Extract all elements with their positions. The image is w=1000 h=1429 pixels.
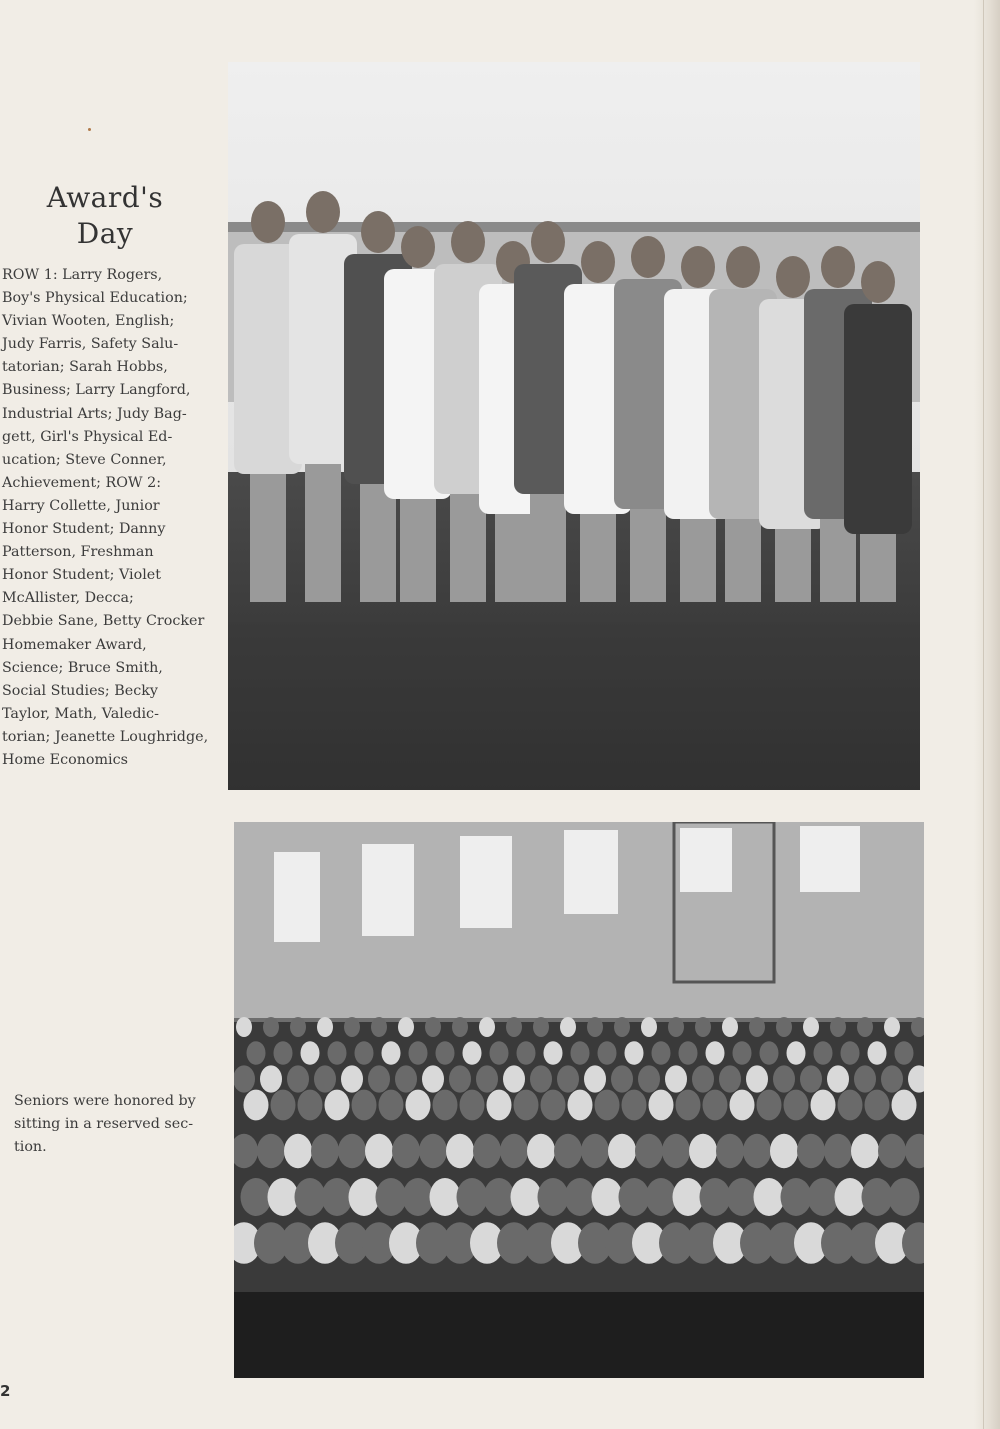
crowd-figure xyxy=(234,1065,255,1092)
crowd-figure xyxy=(781,1178,812,1216)
crowd-figure xyxy=(301,1041,320,1065)
crowd-figure xyxy=(878,1134,906,1168)
caption-line: Achievement; ROW 2: xyxy=(2,474,162,491)
crowd-figure xyxy=(541,1090,566,1121)
crowd-figure xyxy=(611,1065,633,1092)
crowd-figure xyxy=(247,1041,266,1065)
crowd-figure xyxy=(271,1090,296,1121)
title-line-1: Award's xyxy=(46,181,164,214)
crowd-figure xyxy=(295,1178,326,1216)
crowd-figure xyxy=(371,1017,387,1037)
crowd-figure xyxy=(784,1090,809,1121)
crowd-figure xyxy=(241,1178,272,1216)
crowd-figure xyxy=(679,1041,698,1065)
caption-line: sitting in a reserved sec- xyxy=(14,1116,194,1132)
crowd-figure xyxy=(625,1041,644,1065)
crowd-figure xyxy=(827,1065,849,1092)
crowd-figure xyxy=(298,1090,323,1121)
crowd-figure xyxy=(716,1134,744,1168)
crowd-figure xyxy=(754,1178,785,1216)
caption-line: Seniors were honored by xyxy=(14,1093,196,1109)
caption-line: Science; Bruce Smith, xyxy=(2,659,163,676)
crowd-figure xyxy=(865,1090,890,1121)
crowd-figure xyxy=(587,1017,603,1037)
caption-line: Home Economics xyxy=(2,751,128,768)
crowd-figure xyxy=(676,1090,701,1121)
award-winners-photo xyxy=(228,62,920,790)
caption-line: Honor Student; Violet xyxy=(2,567,161,584)
crowd-figure xyxy=(803,1017,819,1037)
crowd-figure xyxy=(368,1065,390,1092)
crowd-figure xyxy=(514,1090,539,1121)
crowd-figure xyxy=(268,1178,299,1216)
crowd-figure xyxy=(665,1065,687,1092)
crowd-figure xyxy=(862,1178,893,1216)
crowd-figure xyxy=(814,1041,833,1065)
crowd-figure xyxy=(733,1041,752,1065)
crowd-figure xyxy=(857,1017,873,1037)
crowd-figure xyxy=(284,1134,312,1168)
caption-line: ucation; Steve Conner, xyxy=(2,451,167,468)
caption-line: Vivian Wooten, English; xyxy=(2,313,175,330)
crowd-figure xyxy=(808,1178,839,1216)
crowd-figure xyxy=(868,1041,887,1065)
crowd-figure xyxy=(703,1090,728,1121)
seniors-caption xyxy=(14,1090,214,1159)
crowd-figure xyxy=(419,1134,447,1168)
crowd-figure xyxy=(760,1041,779,1065)
crowd-figure xyxy=(274,1041,293,1065)
crowd-figure xyxy=(770,1134,798,1168)
crowd-figure xyxy=(622,1090,647,1121)
crowd-figure xyxy=(430,1178,461,1216)
crowd-figure xyxy=(598,1041,617,1065)
caption-line: gett, Girl's Physical Ed- xyxy=(2,428,173,445)
crowd-figure xyxy=(668,1017,684,1037)
crowd-figure xyxy=(695,1017,711,1037)
crowd-figure xyxy=(560,1017,576,1037)
crowd-figure xyxy=(503,1065,525,1092)
title-line-2: Day xyxy=(76,217,134,250)
crowd-figure xyxy=(649,1090,674,1121)
crowd-figure xyxy=(538,1178,569,1216)
crowd-figure xyxy=(257,1134,285,1168)
crowd-figure xyxy=(349,1178,380,1216)
caption-line: Boy's Physical Education; xyxy=(2,290,188,307)
caption-line: McAllister, Decca; xyxy=(2,590,134,607)
caption-line: Business; Larry Langford, xyxy=(2,382,191,399)
caption-line: Industrial Arts; Judy Bag- xyxy=(2,405,187,422)
caption-line: tion. xyxy=(14,1139,47,1155)
crowd-figure xyxy=(727,1178,758,1216)
crowd-figure xyxy=(365,1134,393,1168)
crowd-figure xyxy=(398,1017,414,1037)
crowd-figure xyxy=(403,1178,434,1216)
crowd-figure xyxy=(449,1065,471,1092)
crowd-figure xyxy=(892,1090,917,1121)
crowd-figure xyxy=(554,1134,582,1168)
crowd-figure xyxy=(422,1065,444,1092)
page-title xyxy=(20,180,190,252)
crowd-figure xyxy=(311,1134,339,1168)
caption-line: Taylor, Math, Valedic- xyxy=(2,705,159,722)
crowd-figure xyxy=(841,1041,860,1065)
crowd-figure xyxy=(463,1041,482,1065)
gym-assembly-photo-art xyxy=(234,822,924,1378)
crowd-figure xyxy=(776,1017,792,1037)
crowd-figure xyxy=(635,1134,663,1168)
crowd-figure xyxy=(773,1065,795,1092)
crowd-figure xyxy=(811,1090,836,1121)
crowd-figure xyxy=(506,1017,522,1037)
crowd-figure xyxy=(355,1041,374,1065)
crowd-figure xyxy=(527,1134,555,1168)
crowd-figure xyxy=(382,1041,401,1065)
crowd-figure xyxy=(433,1090,458,1121)
crowd-figure xyxy=(344,1017,360,1037)
crowd-figure xyxy=(317,1017,333,1037)
crowd-figure xyxy=(757,1090,782,1121)
crowd-figure xyxy=(452,1017,468,1037)
crowd-figure xyxy=(838,1090,863,1121)
crowd-figure xyxy=(473,1134,501,1168)
paper-speck xyxy=(88,128,91,131)
crowd-figure xyxy=(341,1065,363,1092)
crowd-figure xyxy=(314,1065,336,1092)
crowd-figure xyxy=(689,1134,717,1168)
crowd-figure xyxy=(608,1134,636,1168)
crowd-figure xyxy=(517,1041,536,1065)
crowd-figure xyxy=(533,1017,549,1037)
crowd-figure xyxy=(881,1065,903,1092)
crowd-figure xyxy=(379,1090,404,1121)
crowd-figure xyxy=(730,1090,755,1121)
crowd-figure xyxy=(236,1017,252,1037)
crowd-figure xyxy=(662,1134,690,1168)
crowd-figure xyxy=(700,1178,731,1216)
crowd-figure xyxy=(436,1041,455,1065)
crowd-figure xyxy=(797,1134,825,1168)
crowd-figure xyxy=(290,1017,306,1037)
crowd-figure xyxy=(652,1041,671,1065)
caption-line: Honor Student; Danny xyxy=(2,521,166,538)
caption-line: Judy Farris, Safety Salu- xyxy=(2,336,179,353)
caption-line: torian; Jeanette Loughridge, xyxy=(2,728,209,745)
crowd-figure xyxy=(352,1090,377,1121)
crowd-figure xyxy=(646,1178,677,1216)
crowd-figure xyxy=(851,1134,879,1168)
crowd-figure xyxy=(722,1017,738,1037)
crowd-figure xyxy=(565,1178,596,1216)
crowd-figure xyxy=(835,1178,866,1216)
crowd-figure xyxy=(446,1134,474,1168)
crowd-figure xyxy=(376,1178,407,1216)
page-edge xyxy=(974,0,1000,1429)
caption-line: ROW 1: Larry Rogers, xyxy=(2,267,163,283)
crowd-figure xyxy=(673,1178,704,1216)
crowd-figure xyxy=(638,1065,660,1092)
crowd-figure xyxy=(409,1041,428,1065)
caption-line: Social Studies; Becky xyxy=(2,682,158,699)
crowd-figure xyxy=(743,1134,771,1168)
crowd-figure xyxy=(487,1090,512,1121)
crowd-figure xyxy=(581,1134,609,1168)
crowd-figure xyxy=(244,1090,269,1121)
caption-line: tatorian; Sarah Hobbs, xyxy=(2,359,168,376)
crowd-figure xyxy=(568,1090,593,1121)
crowd-figure xyxy=(824,1134,852,1168)
crowd-figure xyxy=(889,1178,920,1216)
crowd-figure xyxy=(325,1090,350,1121)
crowd-figure xyxy=(287,1065,309,1092)
crowd-figure xyxy=(641,1017,657,1037)
crowd-figure xyxy=(592,1178,623,1216)
crowd-figure xyxy=(484,1178,515,1216)
crowd-figure xyxy=(457,1178,488,1216)
gym-assembly-photo xyxy=(234,822,924,1378)
crowd-figure xyxy=(263,1017,279,1037)
award-caption xyxy=(2,264,224,772)
crowd-figure xyxy=(614,1017,630,1037)
crowd-figure xyxy=(884,1017,900,1037)
crowd-figure xyxy=(479,1017,495,1037)
crowd-figure xyxy=(692,1065,714,1092)
crowd-figure xyxy=(719,1065,741,1092)
crowd-figure xyxy=(328,1041,347,1065)
crowd-figure xyxy=(557,1065,579,1092)
crowd-figure xyxy=(787,1041,806,1065)
caption-line: Patterson, Freshman xyxy=(2,544,154,561)
crowd-figure xyxy=(571,1041,590,1065)
crowd-figure xyxy=(854,1065,876,1092)
caption-line: Homemaker Award, xyxy=(2,636,147,653)
crowd-figure xyxy=(406,1090,431,1121)
crowd-figure xyxy=(749,1017,765,1037)
crowd-figure xyxy=(895,1041,914,1065)
caption-line: Harry Collette, Junior xyxy=(2,497,160,514)
award-winners-photo-art xyxy=(228,62,920,790)
crowd-figure xyxy=(746,1065,768,1092)
crowd-figure xyxy=(830,1017,846,1037)
crowd-figure xyxy=(584,1065,606,1092)
crowd-figure xyxy=(530,1065,552,1092)
crowd-figure xyxy=(260,1065,282,1092)
page-number: 2 xyxy=(0,1382,11,1400)
crowd-figure xyxy=(619,1178,650,1216)
crowd-figure xyxy=(338,1134,366,1168)
caption-line: Debbie Sane, Betty Crocker xyxy=(2,613,205,630)
crowd-figure xyxy=(511,1178,542,1216)
crowd-figure xyxy=(544,1041,563,1065)
crowd-figure xyxy=(460,1090,485,1121)
crowd-figure xyxy=(395,1065,417,1092)
crowd-figure xyxy=(800,1065,822,1092)
crowd-figure xyxy=(706,1041,725,1065)
crowd-figure xyxy=(425,1017,441,1037)
crowd-figure xyxy=(490,1041,509,1065)
crowd-figure xyxy=(322,1178,353,1216)
page-spine xyxy=(983,0,984,1429)
crowd-figure xyxy=(595,1090,620,1121)
crowd-figure xyxy=(500,1134,528,1168)
crowd-figure xyxy=(476,1065,498,1092)
crowd-figure xyxy=(392,1134,420,1168)
